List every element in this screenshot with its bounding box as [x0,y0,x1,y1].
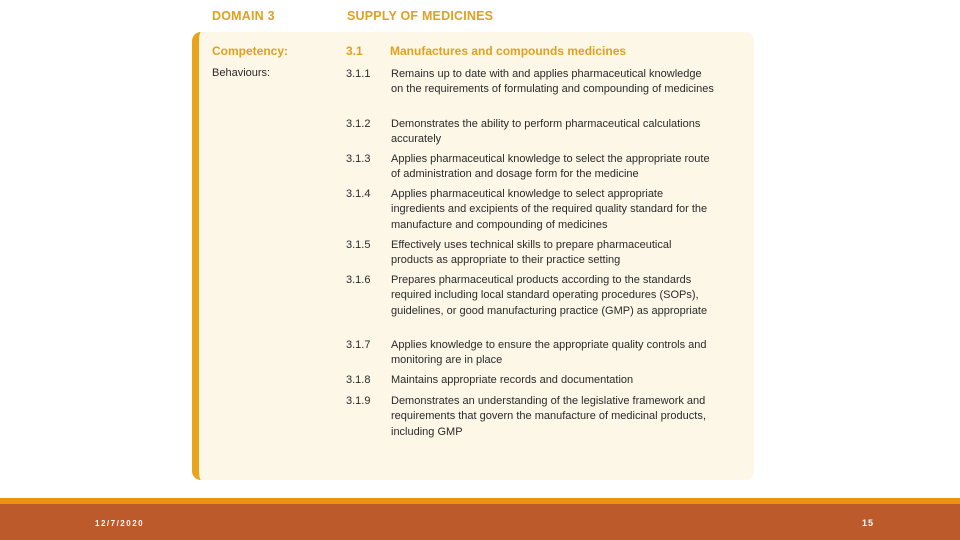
footer-date: 12/7/2020 [95,519,145,528]
behaviour-number: 3.1.9 [346,395,371,407]
behaviour-number: 3.1.8 [346,374,371,386]
behaviour-number: 3.1.2 [346,118,371,130]
behaviour-number: 3.1.7 [346,339,371,351]
behaviour-text: Applies knowledge to ensure the appropriate quality controls and monitoring are in place [391,339,707,367]
competency-title: Manufactures and compounds medicines [390,44,627,58]
competency-row [212,44,744,62]
behaviour-text: Prepares pharmaceutical products according to the standards required including local standard operating procedures (SOPs), guidelines, or good manufacturing practice (GMP) as appropriate [391,274,708,317]
behaviour-text: Remains up to date with and applies pharmaceutical knowledge on the requirements of formulating and compounding of medicines [391,68,714,96]
behaviour-number: 3.1.1 [346,68,371,80]
competency-label: Competency: [212,44,289,58]
behaviour-number: 3.1.4 [346,188,371,200]
competency-number: 3.1 [346,44,363,58]
behaviour-number: 3.1.5 [346,239,371,251]
domain-header [212,9,960,27]
behaviour-text: Demonstrates the ability to perform pharmaceutical calculations accurately [391,118,701,146]
page-number: 15 [862,518,875,528]
behaviour-number: 3.1.6 [346,274,371,286]
competency-card [192,32,754,480]
behaviours-label: Behaviours: [212,67,271,79]
behaviour-text: Applies pharmaceutical knowledge to select the appropriate route of administration and dosage form for the medicine [391,153,710,181]
behaviour-number: 3.1.3 [346,153,371,165]
behaviour-text: Applies pharmaceutical knowledge to select appropriate ingredients and excipients of the required quality standard for the manufacture and compounding of medicines [391,188,708,231]
behaviour-text: Effectively uses technical skills to prepare pharmaceutical products as appropriate to their practice setting [391,239,672,267]
domain-number: DOMAIN 3 [212,9,275,23]
behaviour-text: Demonstrates an understanding of the legislative framework and requirements that govern the manufacture of medicinal products, including GMP [391,395,706,438]
behaviour-text: Maintains appropriate records and documentation [391,374,634,386]
domain-title: SUPPLY OF MEDICINES [347,9,494,23]
